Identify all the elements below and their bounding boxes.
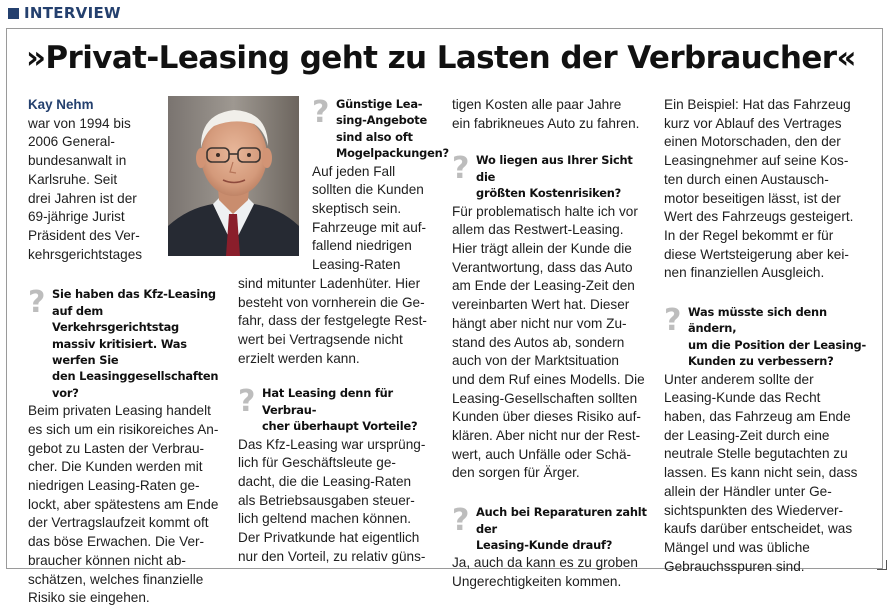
text-line: lich geltend machen können. xyxy=(238,511,412,527)
text-line: gebot zu Lasten der Verbrau- xyxy=(28,440,205,456)
text-line: neutrale Stelle begutachten zu xyxy=(664,446,848,462)
text-line: als Betriebsausgaben steuer- xyxy=(238,492,415,508)
column-3 xyxy=(452,96,650,592)
question-6 xyxy=(664,304,866,370)
text-line: niedrigen Leasing-Raten ge- xyxy=(28,477,200,493)
text-line: ein fabrikneues Auto zu fahren. xyxy=(452,115,640,131)
question-mark-icon: ? xyxy=(452,151,470,187)
text-line: Was müsste sich denn ändern, xyxy=(688,305,827,336)
text-line: war von 1994 bis xyxy=(28,115,131,131)
text-line: Wo liegen aus Ihrer Sicht die xyxy=(476,153,633,184)
rubric-square-icon xyxy=(8,8,19,19)
answer-3-continued xyxy=(452,96,650,133)
text-line: braucher können nicht ab- xyxy=(28,552,186,568)
text-line: einen Motorschaden, den der xyxy=(664,134,841,150)
text-line: Für problematisch halte ich vor xyxy=(452,203,638,219)
answer-1 xyxy=(28,402,224,608)
question-5-text xyxy=(476,504,650,553)
text-line: cher überhaupt Vorteile? xyxy=(262,419,418,434)
text-line: sind also oft xyxy=(336,129,413,144)
rubric-label: INTERVIEW xyxy=(24,4,121,22)
text-line: tigen Kosten alle paar Jahre xyxy=(452,97,622,112)
text-line: Leasing-Kunde das Recht xyxy=(664,390,821,406)
text-line: motor beseitigen lässt, ist der xyxy=(664,190,841,206)
text-line: auch von der Marktsituation xyxy=(452,353,619,369)
text-line: cher. Die Kunden werden mit xyxy=(28,459,203,475)
answer-2-full xyxy=(238,275,442,369)
text-line: allein der Händler unter Ge- xyxy=(664,483,832,499)
text-line: Mängel und was übliche xyxy=(664,539,810,555)
text-line: In der Regel bekommt er für xyxy=(664,227,834,243)
text-line: wert bei Vertragsende nicht xyxy=(238,331,403,347)
text-line: kaufs darüber entscheidet, was xyxy=(664,521,853,537)
text-line: haben, das Fahrzeug am Ende xyxy=(664,409,851,425)
question-2 xyxy=(312,95,449,162)
text-line: Kunden zu verbessern? xyxy=(688,354,834,369)
text-line: stand des Autos ab, sondern xyxy=(452,334,625,350)
text-line: erzielt werden kann. xyxy=(238,350,360,366)
text-line: Unter anderem sollte der xyxy=(664,371,814,387)
text-line: bundesanwalt in xyxy=(28,153,127,169)
text-line: schätzen, welches finanzielle xyxy=(28,571,204,587)
question-mark-icon: ? xyxy=(452,503,470,539)
text-line: Hat Leasing denn für Verbrau- xyxy=(262,386,393,417)
text-line: Der Privatkunde hat eigentlich xyxy=(238,530,420,546)
text-line: nen finanziellen Ausgleich. xyxy=(664,265,825,281)
text-line: Kunden über dieses Risiko auf- xyxy=(452,409,641,425)
question-4-text xyxy=(476,152,650,201)
text-line: es sich um ein risikoreiches An- xyxy=(28,421,219,437)
question-mark-icon: ? xyxy=(238,384,256,420)
text-line: das böse Erwachen. Die Ver- xyxy=(28,534,205,550)
question-mark-icon: ? xyxy=(664,303,682,339)
text-line: Wert des Fahrzeugs gesteigert. xyxy=(664,209,854,225)
column-2 xyxy=(238,95,449,567)
answer-2 xyxy=(238,163,442,369)
text-line: Mogelpackungen? xyxy=(336,146,449,161)
question-1-text xyxy=(52,286,224,401)
text-line: Fahrzeuge mit auf- xyxy=(312,219,427,235)
text-line: Karlsruhe. Seit xyxy=(28,171,118,187)
text-line: Leasing-Kunde drauf? xyxy=(476,537,613,552)
text-line: Leasing-Raten xyxy=(312,257,401,273)
text-line: sollten die Kunden xyxy=(312,182,424,198)
question-2-text xyxy=(336,96,449,162)
text-line: drei Jahren ist der xyxy=(28,190,137,206)
headline: »Privat-Leasing geht zu Lasten der Verbraucher« xyxy=(26,40,856,76)
text-line: skeptisch sein. xyxy=(312,201,402,217)
question-mark-icon: ? xyxy=(312,95,330,130)
question-mark-icon: ? xyxy=(28,285,46,321)
text-line: am Ende der Leasing-Zeit den xyxy=(452,278,635,294)
text-line: klären. Aber nicht nur der Rest- xyxy=(452,428,641,444)
author-bio-text xyxy=(28,115,160,265)
question-6-text xyxy=(688,304,866,370)
text-line: Ja, auch da kann es zu groben xyxy=(452,555,638,571)
text-line: fahr, dass der festgelegte Rest- xyxy=(238,313,427,329)
text-line: sind mitunter Ladenhüter. Hier xyxy=(238,275,421,291)
text-line: ten durch einen Austausch- xyxy=(664,171,829,187)
text-line: und dem Ruf eines Modells. Die xyxy=(452,371,645,387)
text-line: Sie haben das Kfz-Leasing xyxy=(52,287,216,302)
text-line: allem das Restwert-Leasing. xyxy=(452,222,624,238)
text-line: Gebrauchsspuren sind. xyxy=(664,558,805,574)
text-line: dacht, die die Leasing-Raten xyxy=(238,473,412,489)
text-line: Auf jeden Fall xyxy=(312,163,396,179)
text-line: nur den Vorteil, zu relativ güns- xyxy=(238,548,426,564)
text-line: Präsident des Ver- xyxy=(28,227,140,243)
text-line: 69-jährige Jurist xyxy=(28,209,125,225)
text-line: Ungerechtigkeiten kommen. xyxy=(452,574,622,590)
text-line: Günstige Lea- xyxy=(336,97,423,111)
crop-mark xyxy=(877,560,887,570)
answer-5 xyxy=(452,554,650,591)
question-1 xyxy=(28,286,224,401)
author-name: Kay Nehm xyxy=(28,97,94,112)
text-line: fallend niedrigen xyxy=(312,238,412,254)
text-line: den sorgen für Ärger. xyxy=(452,465,580,481)
text-line: sichtspunkten des Wiederver- xyxy=(664,502,844,518)
text-line: größten Kostenrisiken? xyxy=(476,186,622,201)
answer-3 xyxy=(238,436,442,567)
text-line: um die Position der Leasing- xyxy=(688,337,867,352)
text-line: Beim privaten Leasing handelt xyxy=(28,403,211,419)
question-3-text xyxy=(262,385,442,434)
text-line: wert, auch Unfälle oder Schä- xyxy=(452,446,632,462)
text-line: der Vertragslaufzeit kommt oft xyxy=(28,515,209,531)
text-line: Ein Beispiel: Hat das Fahrzeug xyxy=(664,97,851,112)
text-line: auf dem Verkehrsgerichtstag xyxy=(52,303,180,335)
text-line: Hier trägt allein der Kunde die xyxy=(452,241,632,257)
question-3 xyxy=(238,385,442,434)
answer-6 xyxy=(664,371,866,577)
text-line: sing-Angebote xyxy=(336,113,428,128)
question-5 xyxy=(452,504,650,553)
answer-5-continued xyxy=(664,96,866,283)
text-line: lich für Geschäftsleute ge- xyxy=(238,455,396,471)
text-line: lockt, aber spätestens am Ende xyxy=(28,496,219,512)
text-line: Leasing-Gesellschaften sollten xyxy=(452,390,638,406)
text-line: den Leasinggesellschaften vor? xyxy=(52,369,219,400)
section-rubric xyxy=(8,3,121,23)
text-line: diese Wertsteigerung aber kei- xyxy=(664,246,849,262)
text-line: lassen. Es kann nicht sein, dass xyxy=(664,465,858,481)
text-line: der Leasing-Zeit durch eine xyxy=(664,427,830,443)
text-line: Das Kfz-Leasing war ursprüng- xyxy=(238,436,426,452)
text-line: Verantwortung, dass das Auto xyxy=(452,259,633,275)
text-line: Leasingnehmer auf seine Kos- xyxy=(664,153,849,169)
column-4 xyxy=(664,96,866,576)
text-line: 2006 General- xyxy=(28,134,115,150)
author-bio xyxy=(28,96,160,264)
text-line: besteht von vornherein die Ge- xyxy=(238,294,425,310)
text-line: kehrsgerichtstages xyxy=(28,246,143,262)
text-line: kurz vor Ablauf des Vertrages xyxy=(664,115,842,131)
text-line: hängt aber nicht nur vom Zu- xyxy=(452,315,627,331)
answer-4 xyxy=(452,203,650,484)
answer-2-indented xyxy=(238,163,442,275)
question-4 xyxy=(452,152,650,201)
text-line: Auch bei Reparaturen zahlt der xyxy=(476,505,647,536)
text-line: massiv kritisiert. Was werfen Sie xyxy=(52,336,187,367)
text-line: vereinbarten Wert hat. Dieser xyxy=(452,297,630,313)
text-line: Risiko sie eingehen. xyxy=(28,590,150,606)
